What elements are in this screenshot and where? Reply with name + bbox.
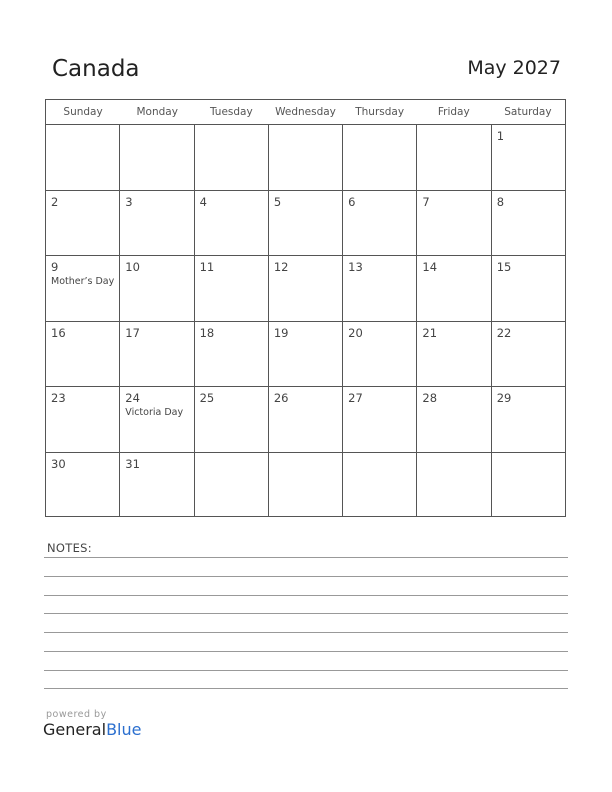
day-cell[interactable] bbox=[417, 322, 491, 387]
brand-blue: Blue bbox=[106, 720, 142, 739]
weekday-tuesday: Tuesday bbox=[209, 106, 253, 118]
day-number: 17 bbox=[125, 325, 140, 340]
day-cell[interactable] bbox=[195, 125, 269, 190]
week-row bbox=[46, 125, 565, 191]
day-number: 12 bbox=[273, 260, 289, 274]
day-cell[interactable] bbox=[46, 191, 120, 256]
calendar-grid bbox=[45, 99, 566, 517]
weekday-sunday: Sunday bbox=[63, 106, 103, 118]
day-cell[interactable] bbox=[195, 453, 269, 518]
day-cell[interactable] bbox=[492, 387, 565, 452]
day-cell[interactable] bbox=[120, 256, 194, 321]
day-cell[interactable] bbox=[343, 453, 417, 518]
day-number: 23 bbox=[51, 391, 66, 405]
day-cell[interactable] bbox=[195, 387, 269, 452]
day-cell[interactable] bbox=[417, 453, 491, 518]
day-number: 4 bbox=[199, 194, 207, 209]
generalblue-logo[interactable] bbox=[43, 720, 141, 739]
day-number: 5 bbox=[273, 194, 282, 209]
note-line bbox=[44, 576, 568, 577]
month-year-title: May 2027 bbox=[467, 57, 561, 79]
day-cell[interactable] bbox=[120, 125, 194, 190]
day-number: 9 bbox=[51, 260, 59, 274]
day-number: 30 bbox=[51, 456, 66, 471]
day-cell[interactable] bbox=[492, 453, 565, 518]
note-line bbox=[44, 688, 568, 689]
day-number: 10 bbox=[125, 260, 140, 274]
note-line bbox=[44, 595, 568, 596]
day-cell[interactable] bbox=[269, 125, 343, 190]
day-number: 28 bbox=[422, 391, 438, 405]
day-cell[interactable] bbox=[46, 387, 120, 452]
day-cell[interactable] bbox=[195, 191, 269, 256]
day-number: 26 bbox=[273, 391, 289, 405]
day-cell[interactable] bbox=[417, 125, 491, 190]
day-cell[interactable] bbox=[120, 191, 194, 256]
day-number: 19 bbox=[273, 325, 289, 340]
day-cell[interactable] bbox=[46, 256, 120, 321]
day-cell[interactable] bbox=[343, 256, 417, 321]
day-cell[interactable] bbox=[343, 322, 417, 387]
day-number: 11 bbox=[199, 260, 215, 274]
day-cell[interactable] bbox=[269, 322, 343, 387]
day-cell[interactable] bbox=[417, 256, 491, 321]
day-number: 18 bbox=[199, 325, 215, 340]
day-number: 29 bbox=[496, 391, 512, 405]
weekday-wednesday: Wednesday bbox=[275, 106, 336, 118]
day-cell[interactable] bbox=[492, 125, 565, 190]
day-cell[interactable] bbox=[120, 387, 194, 452]
day-number: 25 bbox=[199, 391, 215, 405]
weekday-friday: Friday bbox=[437, 106, 470, 118]
note-line bbox=[44, 670, 568, 671]
week-row bbox=[46, 453, 565, 518]
note-line bbox=[44, 613, 568, 614]
weekday-monday: Monday bbox=[136, 106, 178, 118]
day-cell[interactable] bbox=[417, 191, 491, 256]
day-cell[interactable] bbox=[417, 387, 491, 452]
day-number: 13 bbox=[348, 260, 363, 274]
day-cell[interactable] bbox=[343, 125, 417, 190]
weekday-thursday: Thursday bbox=[355, 106, 405, 118]
day-number: 8 bbox=[496, 194, 505, 209]
powered-by-text: powered by bbox=[46, 709, 107, 720]
week-row bbox=[46, 191, 565, 257]
day-cell[interactable] bbox=[492, 256, 565, 321]
day-number: 2 bbox=[51, 194, 59, 209]
day-cell[interactable] bbox=[343, 387, 417, 452]
weekday-saturday: Saturday bbox=[504, 106, 552, 118]
country-title: Canada bbox=[52, 56, 140, 82]
day-number: 6 bbox=[348, 194, 356, 209]
day-cell[interactable] bbox=[46, 322, 120, 387]
day-cell[interactable] bbox=[269, 256, 343, 321]
note-line bbox=[44, 632, 568, 633]
day-number: 22 bbox=[496, 325, 512, 340]
day-cell[interactable] bbox=[269, 191, 343, 256]
day-number: 7 bbox=[422, 194, 430, 209]
note-line bbox=[44, 651, 568, 652]
day-number: 31 bbox=[125, 456, 140, 471]
day-number: 1 bbox=[496, 129, 505, 143]
holiday-label: Mother’s Day bbox=[51, 276, 115, 287]
brand-general: General bbox=[43, 720, 107, 739]
week-row bbox=[46, 322, 565, 388]
weekday-header bbox=[46, 100, 565, 125]
day-number: 16 bbox=[51, 325, 66, 340]
day-cell[interactable] bbox=[120, 453, 194, 518]
calendar-body bbox=[46, 125, 565, 517]
day-number: 15 bbox=[496, 260, 512, 274]
day-number: 3 bbox=[125, 194, 133, 209]
day-cell[interactable] bbox=[46, 453, 120, 518]
day-number: 21 bbox=[422, 325, 438, 340]
day-cell[interactable] bbox=[492, 191, 565, 256]
day-cell[interactable] bbox=[195, 256, 269, 321]
week-row bbox=[46, 387, 565, 453]
day-cell[interactable] bbox=[269, 387, 343, 452]
day-number: 20 bbox=[348, 325, 363, 340]
holiday-label: Victoria Day bbox=[125, 407, 184, 418]
day-number: 24 bbox=[125, 391, 140, 405]
week-row bbox=[46, 256, 565, 322]
notes-label: NOTES: bbox=[47, 541, 92, 555]
day-number: 14 bbox=[422, 260, 438, 274]
day-cell[interactable] bbox=[195, 322, 269, 387]
day-cell[interactable] bbox=[343, 191, 417, 256]
note-line bbox=[44, 557, 568, 558]
day-cell[interactable] bbox=[269, 453, 343, 518]
day-cell[interactable] bbox=[46, 125, 120, 190]
day-cell[interactable] bbox=[120, 322, 194, 387]
day-number: 27 bbox=[348, 391, 363, 405]
day-cell[interactable] bbox=[492, 322, 565, 387]
